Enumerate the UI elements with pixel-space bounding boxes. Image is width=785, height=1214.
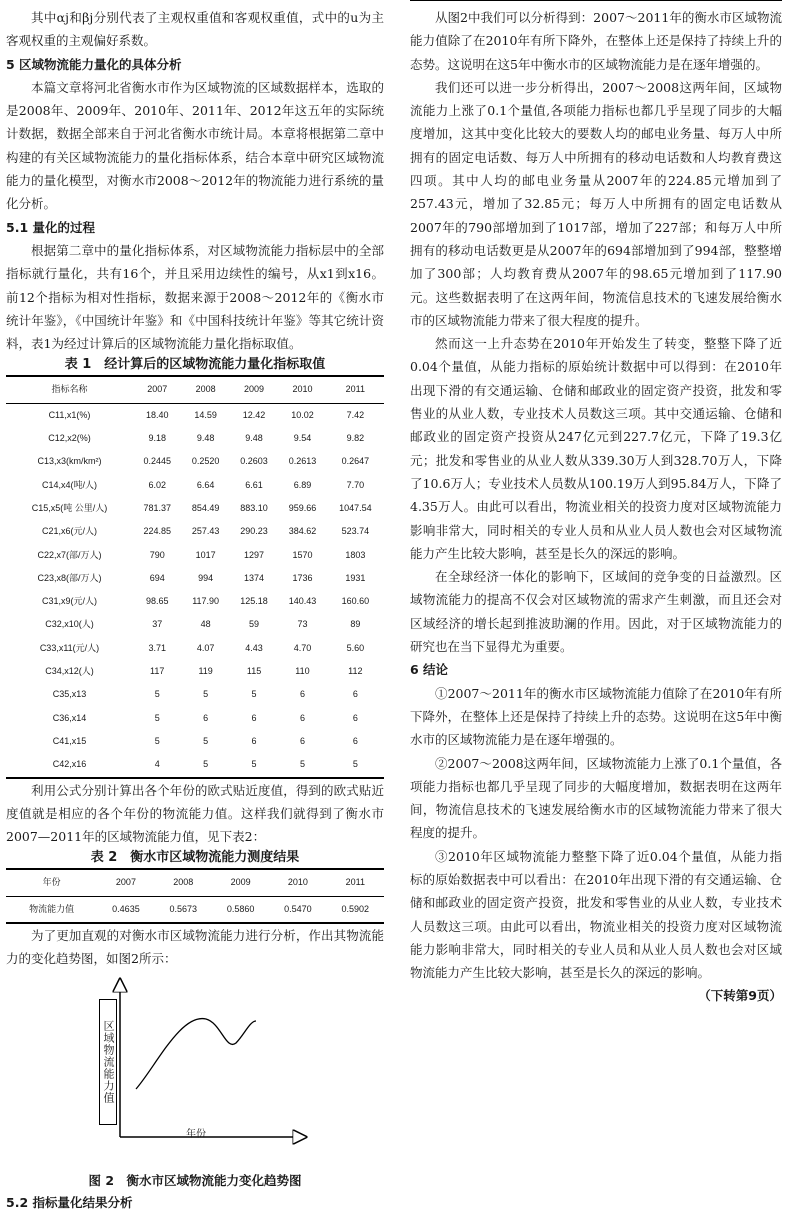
trend-curve	[136, 1018, 256, 1088]
table-2-cell: 0.5902	[341, 903, 370, 914]
table-1-cell: 4.07	[196, 642, 215, 653]
section-5-2-heading: 5.2 指标量化结果分析	[6, 1194, 133, 1210]
table-1-cell: 5	[154, 712, 160, 723]
table-1-row	[6, 730, 384, 753]
table-1-cell: C34,x12(人)	[45, 666, 94, 677]
table-1-cell: C12,x2(%)	[48, 433, 91, 444]
table-1-cell: 290.23	[240, 526, 268, 537]
table-1-cell: 883.10	[240, 502, 268, 513]
table-2-header-cell: 2008	[155, 869, 212, 896]
figure-2-caption: 图 2 衡水市区域物流能力变化趋势图	[88, 1172, 302, 1188]
table-1-header-cell: 2007	[133, 376, 181, 403]
table-1-cell: C22,x7(部/万人)	[37, 549, 102, 560]
table-1-cell: 6.64	[196, 479, 215, 490]
table-1-row	[6, 753, 384, 777]
table-1-row	[6, 450, 384, 473]
conclusion-1: ①2007～2011年的衡水市区域物流能力值除了在2010年有所下降外，在整体上还是保持了持续上升的态势。这说明在这5年中衡水市的区域物流能力是在逐年增强的。	[410, 685, 782, 748]
table-1-cell: 6	[352, 735, 358, 746]
table-1-cell: 115	[246, 666, 262, 677]
table-1-cell: 1570	[292, 549, 313, 560]
table-1-cell: 5	[251, 689, 257, 700]
table-1-header-cell: 2008	[181, 376, 229, 403]
table-1-cell: 1297	[244, 549, 265, 560]
table-1-cell: 1736	[292, 572, 313, 583]
table-1-cell: 9.48	[245, 433, 263, 444]
table-1-cell: C15,x5(吨 公里/人)	[31, 502, 108, 513]
table-1-cell: C36,x14	[52, 712, 87, 723]
table-1-cell: C41,x15	[52, 735, 87, 746]
table-1-cell: 5.60	[346, 642, 365, 653]
table-1-cell: 7.42	[346, 409, 365, 420]
table-1-cell: 4	[154, 759, 160, 770]
table-1-cell: 1374	[244, 572, 265, 583]
table-1-cell: C14,x4(吨/人)	[41, 479, 97, 490]
section-5-1-paragraph: 根据第二章中的量化指标体系，对区域物流能力指标层中的全部指标就行量化，共有16个，并且采用边续性的编号，从x1到x16。前12个指标为相对性指标，数据来源于2008～2012年的《衡水市统计年鉴》，《中国统计年鉴》和《中国科技统计年鉴》等其它统计资料，表1为经过计算后的区域物流能力量化指标取值。	[6, 242, 384, 352]
table-1-cell: 523.74	[341, 526, 370, 537]
table-1-row	[6, 660, 384, 683]
table-1-cell: 854.49	[191, 502, 220, 513]
section-5-heading: 5 区域物流能力量化的具体分析	[6, 56, 182, 72]
table-1-cell: 6.61	[245, 479, 263, 490]
table-2-cell: 0.5860	[226, 903, 255, 914]
table-1-cell: 0.2613	[288, 456, 317, 467]
table-2-cell: 物流能力值	[29, 903, 75, 914]
table-2-header-cell: 年份	[6, 869, 97, 896]
table-1-cell: 6	[299, 689, 305, 700]
table-1-cell: 160.60	[341, 596, 370, 607]
table-1-row	[6, 520, 384, 543]
table-1-cell: 0.2647	[341, 456, 370, 467]
table-1-cell: 5	[299, 759, 305, 770]
intro-paragraph: 其中αj和βj分别代表了主观权重值和客观权重值，式中的u为主客观权重的主观偏好系数。	[6, 10, 384, 49]
analysis-paragraph-2: 我们还可以进一步分析得出，2007～2008这两年间，区域物流能力上涨了0.1个量值,各项能力指标也都几乎呈现了同步的大幅度增加，这其中变化比较大的要数人均的邮电业务量、每万人中所拥有的固定电话数、每万人中所拥有的移动电话数和人均教育费这四项。其中人均的邮电业务量从2007年的224.85元增加到了257.43元，增加了32.85元；每万人中所拥有的固定电话数从2007年的790部增加到了1017部，增加了227部；和每万人中所拥有的移动电话数更是从2007年的694部增加到了994部，整整增加了300部；人均教育费从2007年的98.65元增加到了117.90元。这些数据表明了在这两年间，物流信息技术的飞速发展给衡水市的区域物流能力带来了很大程度的提升。	[410, 79, 782, 328]
table-1-cell: 125.18	[240, 596, 268, 607]
table-1-cell: 73	[297, 619, 308, 630]
table-1-cell: C23,x8(部/万人)	[37, 572, 102, 583]
table-2-header-cell: 2009	[212, 869, 269, 896]
table-1-cell: 4.70	[293, 642, 312, 653]
table-1-cell: 0.2445	[143, 456, 171, 467]
table-1-cell: C42,x16	[52, 759, 87, 770]
table-1-cell: 9.82	[346, 433, 365, 444]
table-1-cell: 117	[150, 666, 165, 677]
table-1-cell: 5	[154, 689, 160, 700]
table-2-cell: 0.5470	[284, 903, 312, 914]
table-1-header-cell: 2010	[278, 376, 326, 403]
table-1-row	[6, 567, 384, 590]
table-1-cell: 781.37	[143, 502, 171, 513]
table-1-cell: 112	[348, 666, 363, 677]
analysis-paragraph-4: 在全球经济一体化的影响下，区域间的竞争变的日益激烈。区域物流能力的提高不仅会对区域物流的需求产生刺激，而且还会对区域经济的增长起到推波助澜的作用。因此，对于区域物流能力的研究也在当下显得尤为重要。	[410, 569, 782, 655]
conclusion-3: ③2010年区域物流能力整整下降了近0.04个量值，从能力指标的原始数据表中可以看出：在2010年出现下滑的有交通运输、仓储和邮政业的固定资产投资，批发和零售业的从业人数，专业技术人员数这三项。由此可以看出，物流业相关的投资力度对区域物流能力影响非常大，同时相关的专业人员和从业人员人数也会对区域物流能力产生比较大影响，甚至是长久的深远的影响。	[410, 848, 782, 981]
table-1-cell: 12.42	[242, 409, 266, 420]
table-1-cell: 6	[299, 712, 305, 723]
table-1-cell: 5	[203, 735, 209, 746]
table-1-cell: 5	[352, 759, 358, 770]
table-1-cell: 5	[203, 689, 209, 700]
table-2-header-cell: 2010	[269, 869, 326, 896]
table-2-cell: 0.5673	[169, 903, 198, 914]
table-1-header-cell: 2011	[327, 376, 384, 403]
table-1-cell: 117.90	[192, 596, 220, 607]
figure-2	[6, 971, 384, 1171]
right-column	[410, 6, 782, 1008]
table-1-cell: C33,x11(元/人)	[39, 642, 100, 653]
analysis-paragraph-1: 从图2中我们可以分析得到：2007～2011年的衡水市区域物流能力值除了在2010年有所下降外，在整体上还是保持了持续上升的态势。这说明在这5年中衡水市的区域物流能力是在逐年增强的。	[410, 10, 782, 72]
table-1-cell: 37	[152, 619, 163, 630]
table-1-cell: C21,x6(元/人)	[41, 526, 97, 537]
table-1-row	[6, 403, 384, 427]
table-1-cell: 224.85	[143, 526, 171, 537]
table-1-cell: 9.54	[293, 433, 312, 444]
table-2	[6, 868, 384, 924]
table-1-cell: 10.02	[291, 409, 314, 420]
table-1-cell: 119	[198, 666, 213, 677]
section-5-1-heading: 5.1 量化的过程	[6, 219, 95, 235]
table-1-cell: 3.71	[148, 642, 166, 653]
table-2-cell: 0.4635	[112, 903, 140, 914]
section-6-heading: 6 结论	[410, 662, 449, 678]
left-column	[6, 6, 384, 1214]
table-1-cell: 140.43	[288, 596, 317, 607]
table-1-row	[6, 590, 384, 613]
table-1-cell: 1803	[345, 549, 366, 560]
table-1-cell: C11,x1(%)	[48, 409, 91, 420]
continued-note: （下转第9页）	[698, 988, 782, 1004]
table-1-cell: 257.43	[191, 526, 220, 537]
table-1-row	[6, 497, 384, 520]
table-1-cell: 7.70	[346, 479, 365, 490]
table-1-row	[6, 637, 384, 660]
table-1-row	[6, 544, 384, 567]
table-1-cell: C35,x13	[52, 689, 87, 700]
table-1-cell: 5	[154, 735, 160, 746]
figure-intro-paragraph: 为了更加直观的对衡水市区域物流能力进行分析，作出其物流能力的变化趋势图，如图2所示：	[6, 927, 384, 967]
top-rule	[410, 0, 782, 1]
table-1-row	[6, 683, 384, 706]
table-1-cell: 18.40	[145, 409, 169, 420]
table-1-cell: 959.66	[288, 502, 317, 513]
table-1-header-cell: 指标名称	[6, 376, 133, 403]
table-1-cell: 1047.54	[339, 502, 372, 513]
table-1-cell: 1017	[195, 549, 216, 560]
table-1-cell: 6	[251, 712, 257, 723]
table-1-cell: 110	[295, 666, 310, 677]
table-1-cell: 48	[200, 619, 211, 630]
table-1-cell: 4.43	[245, 642, 263, 653]
table-2-header-cell: 2011	[327, 869, 384, 896]
table-1-cell: 6	[203, 712, 209, 723]
analysis-paragraph-3: 然而这一上升态势在2010年开始发生了转变，整整下降了近0.04个量值，从能力指标的原始统计数据中可以得到：在2010年出现下滑的有交通运输、仓储和邮政业的固定资产投资，批发和零售业的从业人数，专业技术人员数这三项。其中交通运输、仓储和邮政业的固定资产投资从247亿元到227.7亿元，下降了19.3亿元；批发和零售业的从业人数从339.30万人到328.70万人，下降了10.6万人；专业技术人员数从100.19万人到95.84万人，下降了4.35万人。由此可以看出，物流业相关的投资力度对区域物流能力影响非常大，同时相关的专业人员和从业人员人数也会对区域物流能力产生比较大影响，甚至是长久的深远的影响。	[410, 336, 782, 561]
table-1-cell: C13,x3(km/km²)	[37, 456, 102, 467]
conclusion-2: ②2007～2008这两年间，区域物流能力上涨了0.1个量值，各项能力指标也都几乎呈现了同步的大幅度增加，数据表明在这两年间，物流信息技术的飞速发展给衡水市的区域物流能力带来了很大程度的提升。	[410, 755, 782, 841]
table-1-cell: 6	[299, 735, 305, 746]
table-1-cell: C31,x9(元/人)	[41, 596, 97, 607]
x-axis-label: 年份	[186, 1128, 206, 1140]
y-axis-label: 区域物流能力值	[99, 999, 117, 1125]
table-2-header-cell: 2007	[97, 869, 154, 896]
table-1-cell: 5	[251, 759, 257, 770]
table-1-cell: 6.02	[148, 479, 166, 490]
table-1-cell: 994	[198, 572, 214, 583]
table-1	[6, 375, 384, 778]
table-1-title: 表 1 经计算后的区域物流能力量化指标取值	[64, 357, 326, 373]
table-1-cell: 6.89	[293, 479, 312, 490]
table-1-cell: 6	[251, 735, 257, 746]
table-1-cell: 790	[149, 549, 165, 560]
table-1-cell: 6	[352, 689, 358, 700]
table-1-cell: C32,x10(人)	[45, 619, 94, 630]
table-2-title: 表 2 衡水市区域物流能力测度结果	[90, 850, 300, 866]
table-1-cell: 5	[203, 759, 209, 770]
table-1-cell: 9.48	[196, 433, 215, 444]
table-1-cell: 0.2603	[240, 456, 268, 467]
table-1-cell: 6	[352, 712, 358, 723]
after-table-1-paragraph: 利用公式分别计算出各个年份的欧式贴近度值，得到的欧式贴近度值就是相应的各个年份的物流能力值。这样我们就得到了衡水市2007—2011年的区域物流能力值，见下表2：	[6, 782, 384, 845]
section-5-paragraph: 本篇文章将河北省衡水市作为区域物流的区域数据样本，选取的是2008年、2009年、2010年、2011年、2012年这五年的实际统计数据，数据全部来自于河北省衡水市统计局。本章将根据第二章中构建的有关区域物流能力的量化指标体系，结合本章中研究区域物流能力的量化模型，对衡水市2008～2012年的物流能力进行系统的量化分析。	[6, 79, 384, 212]
table-1-cell: 98.65	[145, 596, 169, 607]
table-1-row	[6, 613, 384, 636]
table-1-row	[6, 427, 384, 450]
table-1-cell: 59	[249, 619, 260, 630]
table-1-cell: 14.59	[194, 409, 217, 420]
table-1-row	[6, 707, 384, 730]
table-1-cell: 384.62	[288, 526, 317, 537]
table-1-cell: 694	[149, 572, 165, 583]
table-1-cell: 89	[350, 619, 361, 630]
table-1-row	[6, 474, 384, 497]
table-1-cell: 1931	[345, 572, 366, 583]
table-1-cell: 0.2520	[191, 456, 220, 467]
table-1-header-cell: 2009	[230, 376, 278, 403]
table-1-cell: 9.18	[148, 433, 166, 444]
